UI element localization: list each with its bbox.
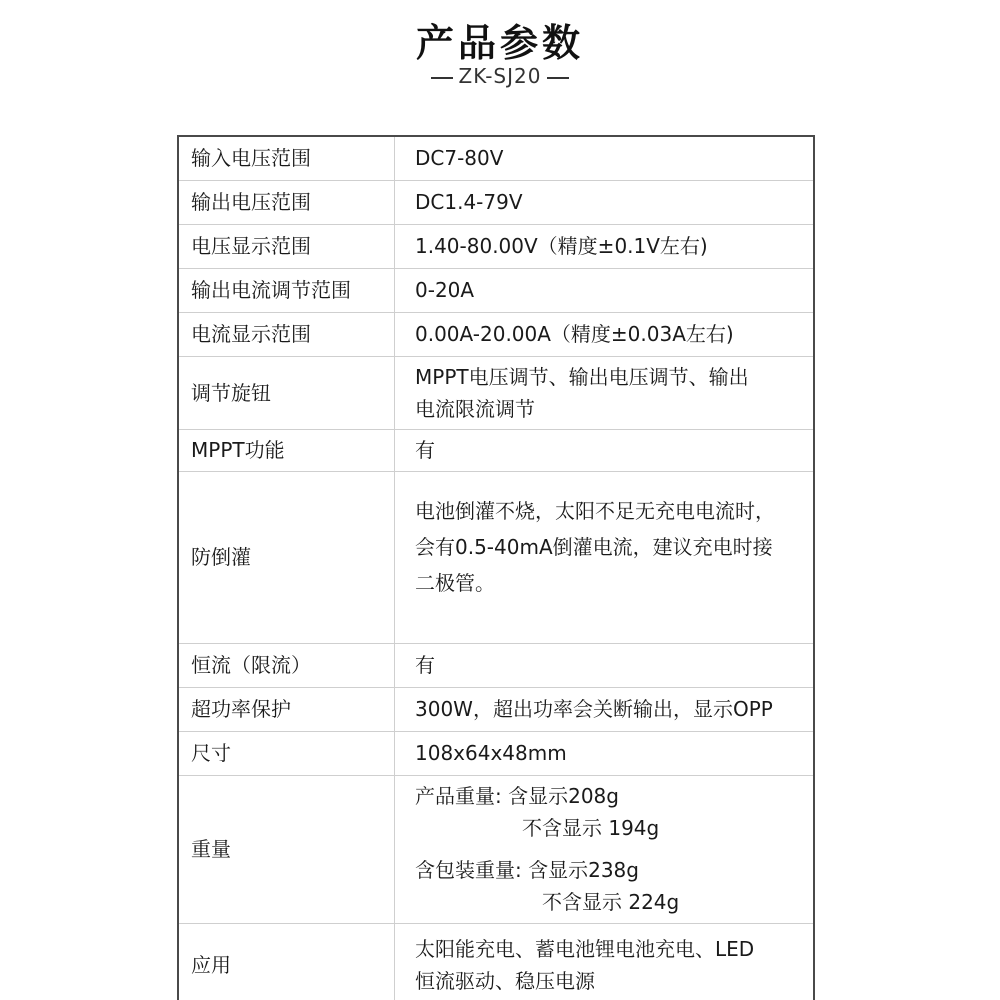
- spec-label: 输出电流调节范围: [178, 268, 395, 312]
- spec-row-output-voltage: [178, 180, 814, 224]
- spec-value-line: 300W，超出功率会关断输出，显示OPP: [415, 697, 773, 721]
- spec-value-line: 1.40-80.00V（精度±0.1V左右): [415, 234, 708, 258]
- spec-row-weight: [178, 775, 814, 923]
- spec-value-line: 有: [415, 438, 435, 462]
- spec-value-line: 电流限流调节: [415, 396, 535, 421]
- spec-value: [395, 312, 815, 356]
- spec-value: [395, 180, 815, 224]
- spec-row-current-adjust: [178, 268, 814, 312]
- spec-label: 恒流（限流）: [178, 643, 395, 687]
- spec-label: 电压显示范围: [178, 224, 395, 268]
- spec-label: 电流显示范围: [178, 312, 395, 356]
- spec-value-line: 二极管。: [415, 571, 495, 595]
- spec-label: MPPT功能: [178, 429, 395, 471]
- left-dash: [431, 77, 453, 79]
- right-dash: [547, 77, 569, 79]
- spec-value-line: 有: [415, 653, 435, 677]
- spacer: [415, 611, 807, 621]
- spec-value-line: 0.00A-20.00A（精度±0.03A左右): [415, 322, 734, 346]
- spec-value: [395, 643, 815, 687]
- spec-value: [395, 268, 815, 312]
- page-title: 产品参数: [415, 21, 584, 65]
- spec-row-application: [178, 923, 814, 1000]
- spec-value-line: MPPT电压调节、输出电压调节、输出: [415, 364, 749, 389]
- spec-value-line: 太阳能充电、蓄电池锂电池充电、LED: [415, 936, 755, 961]
- spec-row-overpower: [178, 687, 814, 731]
- spec-row-constant-current: [178, 643, 814, 687]
- spec-label: 尺寸: [178, 731, 395, 775]
- spec-table: [177, 135, 815, 1000]
- spec-value: [395, 923, 815, 1000]
- spec-value: [395, 356, 815, 429]
- spec-value: [395, 731, 815, 775]
- spec-value-line: 产品重量: 含显示208g: [415, 784, 619, 808]
- spec-value: [395, 687, 815, 731]
- spec-value-line: DC7-80V: [415, 146, 504, 171]
- spec-value: [395, 136, 815, 180]
- spec-label: 输入电压范围: [178, 136, 395, 180]
- spec-row-input-voltage: [178, 136, 814, 180]
- spec-row-knobs: [178, 356, 814, 429]
- spec-value-line: 恒流驱动、稳压电源: [415, 968, 595, 993]
- spacer: [415, 844, 807, 854]
- spec-row-size: [178, 731, 814, 775]
- spec-value: [395, 429, 815, 471]
- spec-row-backflow: [178, 471, 814, 643]
- spec-value: [395, 224, 815, 268]
- spec-label: 重量: [178, 775, 395, 923]
- spec-value: [395, 775, 815, 923]
- spec-row-mppt: [178, 429, 814, 471]
- model-number: ZK-SJ20: [458, 64, 542, 88]
- spec-row-voltage-display: [178, 224, 814, 268]
- spec-value: [395, 471, 815, 643]
- spec-value-line: 不含显示 224g: [542, 890, 680, 914]
- spacer: [415, 601, 807, 611]
- spec-value-line: 电池倒灌不烧，太阳不足无充电电流时，: [415, 499, 775, 523]
- spec-value-line: 108x64x48mm: [415, 741, 567, 765]
- spec-row-current-display: [178, 312, 814, 356]
- spec-value-line: 含包装重量: 含显示238g: [415, 858, 639, 882]
- spec-value-line: 不含显示 194g: [522, 816, 660, 840]
- spec-value-line: 会有0.5-40mA倒灌电流，建议充电时接: [415, 535, 773, 559]
- spec-value-line: 0-20A: [415, 278, 475, 302]
- spec-label: 防倒灌: [178, 471, 395, 643]
- spec-value-line: DC1.4-79V: [415, 190, 523, 214]
- spec-label: 应用: [178, 923, 395, 1000]
- spec-label: 输出电压范围: [178, 180, 395, 224]
- spec-label: 超功率保护: [178, 687, 395, 731]
- spec-label: 调节旋钮: [178, 356, 395, 429]
- model-subtitle: [0, 64, 1000, 88]
